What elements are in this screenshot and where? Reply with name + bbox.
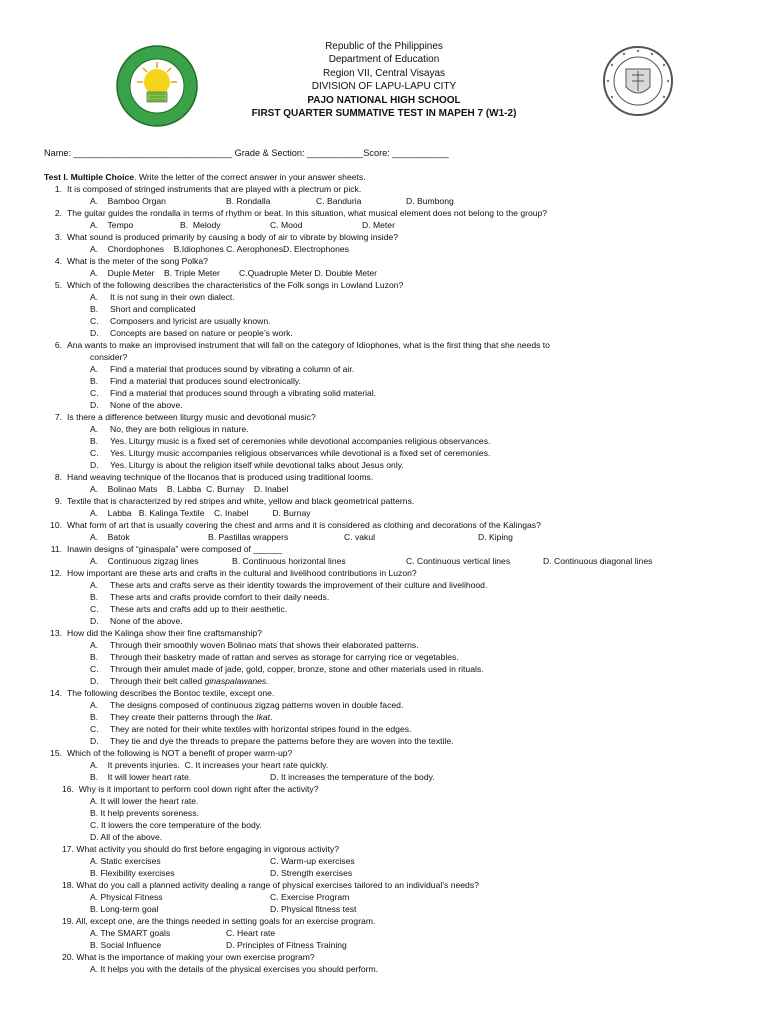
q12-option-b: B. These arts and crafts provide comfort to their daily needs. xyxy=(90,592,330,602)
q19-option-c: C. Heart rate xyxy=(226,928,276,938)
q10-option-c: C. vakul xyxy=(344,532,376,542)
q15-option-d: D. It increases the temperature of the body. xyxy=(270,772,435,782)
q2-option-a: A. Tempo xyxy=(90,220,134,230)
q1-option-a: A. Bamboo Organ xyxy=(90,196,166,206)
question-8: 8. Hand weaving technique of the Ilocanos that is produced using traditional looms. xyxy=(54,472,374,482)
q18-option-a: A. Physical Fitness xyxy=(90,892,163,902)
question-13: 13. How did the Kalinga show their fine craftsmanship? xyxy=(50,628,262,638)
q6-option-d: D. None of the above. xyxy=(90,400,183,410)
q1-option-c: C. Banduria xyxy=(316,196,362,206)
q11-option-b: B. Continuous horizontal lines xyxy=(232,556,346,566)
question-6: 6. Ana wants to make an improvised instrument that will fall on the category of Idiophones, what is the first thing that she needs to xyxy=(54,340,550,350)
header-republic: Republic of the Philippines xyxy=(325,41,443,52)
header-test-title: FIRST QUARTER SUMMATIVE TEST IN MAPEH 7 (W1-2) xyxy=(251,108,517,120)
q5-option-b: B. Short and complicated xyxy=(90,304,196,314)
question-19: 19. All, except one, are the things needed in setting goals for an exercise program. xyxy=(62,916,376,926)
q20-option-a: A. It helps you with the details of the physical exercises you should perform. xyxy=(90,964,379,974)
q3-options: A. Chordophones B.Idiophones C. AerophonesD. Electrophones xyxy=(90,244,349,254)
header-region: Region VII, Central Visayas xyxy=(322,67,446,79)
q10-option-b: B. Pastillas wrappers xyxy=(208,532,289,542)
q11-option-d: D. Continuous diagonal lines xyxy=(543,556,653,566)
q17-option-d: D. Strength exercises xyxy=(270,868,353,878)
test-instructions xyxy=(44,172,366,182)
q10-option-d: D. Kiping xyxy=(478,532,513,542)
q8-options: A. Bolinao Mats B. Labba C. Burnay D. Inabel xyxy=(90,484,289,494)
q11-option-a: A. Continuous zigzag lines xyxy=(90,556,199,566)
question-20: 20. What is the importance of making your own exercise program? xyxy=(62,952,315,962)
q16-option-a: A. It will lower the heart rate. xyxy=(90,796,199,806)
header-division: DIVISION OF LAPU-LAPU CITY xyxy=(311,81,457,93)
question-15: 15. Which of the following is NOT a benefit of proper warm-up? xyxy=(50,748,293,758)
q2-option-c: C. Mood xyxy=(270,220,303,230)
question-9: 9. Textile that is characterized by red stripes and white, yellow and black geometrical patterns. xyxy=(54,496,415,506)
q14-option-b: B. They create their patterns through the Ikat. xyxy=(90,712,273,722)
q15-option-b: B. It will lower heart rate. xyxy=(90,772,192,782)
q12-option-a: A. These arts and crafts serve as their identity towards the improvement of their culture and livelihood. xyxy=(90,580,488,590)
question-6-cont: consider? xyxy=(90,352,128,362)
question-14: 14. The following describes the Bontoc textile, except one. xyxy=(50,688,275,698)
test-instructions-text: . Write the letter of the correct answer in your answer sheets. xyxy=(134,172,366,182)
q6-option-c: C. Find a material that produces sound through a vibrating solid material. xyxy=(90,388,377,398)
q14-option-c: C. They are noted for their white textiles with horizontal stripes found in the edges. xyxy=(90,724,412,734)
q16-option-b: B. It help prevents soreness. xyxy=(90,808,199,818)
q11-option-c: C. Continuous vertical lines xyxy=(406,556,511,566)
q16-option-d: D. All of the above. xyxy=(90,832,163,842)
q9-options: A. Labba B. Kalinga Textile C. Inabel D. Burnay xyxy=(90,508,311,518)
q6-option-b: B. Find a material that produces sound electronically. xyxy=(90,376,301,386)
q17-option-b: B. Flexibility exercises xyxy=(90,868,175,878)
q12-option-d: D. None of the above. xyxy=(90,616,183,626)
q18-option-c: C. Exercise Program xyxy=(270,892,350,902)
header-school: PAJO NATIONAL HIGH SCHOOL xyxy=(307,94,461,106)
question-5: 5. Which of the following describes the characteristics of the Folk songs in Lowland Luzon? xyxy=(54,280,404,290)
document-header xyxy=(0,40,768,120)
question-17: 17. What activity you should do first before engaging in vigorous activity? xyxy=(62,844,340,854)
question-18: 18. What do you call a planned activity dealing a range of physical exercises tailored to an individual’s needs? xyxy=(62,880,479,890)
q1-option-d: D. Bumbong xyxy=(406,196,454,206)
q12-option-c: C. These arts and crafts add up to their aesthetic. xyxy=(90,604,288,614)
question-11: 11. Inawin designs of “ginaspala” were composed of ______ xyxy=(50,544,282,554)
question-4: 4. What is the meter of the song Polka? xyxy=(54,256,208,266)
q4-options: A. Duple Meter B. Triple Meter C.Quadruple Meter D. Double Meter xyxy=(90,268,378,278)
question-7: 7. Is there a difference between liturgy music and devotional music? xyxy=(54,412,316,422)
q7-option-c: C. Yes. Liturgy music accompanies religious observances while devotional is a fixed set of ceremonies. xyxy=(90,448,491,458)
q17-option-a: A. Static exercises xyxy=(90,856,161,866)
q14-option-a: A. The designs composed of continuous zigzag patterns woven in double faced. xyxy=(90,700,404,710)
q13-option-a: A. Through their smoothly woven Bolinao mats that shows their elaborated patterns. xyxy=(90,640,419,650)
q16-option-c: C. It lowers the core temperature of the body. xyxy=(90,820,262,830)
test-section-label: Test I. Multiple Choice xyxy=(44,172,135,182)
q7-option-d: D. Yes. Liturgy is about the religion itself while devotional talks about Jesus only. xyxy=(90,460,404,470)
q14-option-d: D. They tie and dye the threads to prepare the patterns before they are woven into the textile. xyxy=(90,736,454,746)
q13-option-d: D. Through their belt called ginaspalawanes. xyxy=(90,676,269,686)
q17-option-c: C. Warm-up exercises xyxy=(270,856,355,866)
question-1: 1. It is composed of stringed instruments that are played with a plectrum or pick. xyxy=(54,184,362,194)
q6-option-a: A. Find a material that produces sound by vibrating a column of air. xyxy=(90,364,355,374)
q2-option-d: D. Meter xyxy=(362,220,395,230)
question-2: 2. The guitar guides the rondalla in terms of rhythm or beat. In this situation, what musical element does not belong to the group? xyxy=(54,208,548,218)
q19-option-a: A. The SMART goals xyxy=(90,928,171,938)
q13-option-b: B. Through their basketry made of rattan and serves as storage for carrying rice or vegetables. xyxy=(90,652,459,662)
question-10: 10. What form of art that is usually covering the chest and arms and it is considered as clothing and decorations of the Kalingas? xyxy=(50,520,541,530)
q19-option-d: D. Principles of Fitness Training xyxy=(226,940,347,950)
q2-option-b: B. Melody xyxy=(180,220,221,230)
q19-option-b: B. Social Influence xyxy=(90,940,162,950)
question-12: 12. How important are these arts and crafts in the cultural and livelihood contributions in Luzon? xyxy=(50,568,417,578)
q7-option-b: B. Yes. Liturgy music is a fixed set of ceremonies while devotional accompanies religious observances. xyxy=(90,436,491,446)
question-3: 3. What sound is produced primarily by causing a body of air to vibrate by blowing inside? xyxy=(54,232,399,242)
name-grade-score-row: Name: _______________________________ Grade & Section: ___________Score: ___________ xyxy=(44,148,449,158)
q15-options-ac: A. It prevents injuries. C. It increases your heart rate quickly. xyxy=(90,760,329,770)
q5-option-d: D. Concepts are based on nature or people’s work. xyxy=(90,328,293,338)
question-16: 16. Why is it important to perform cool down right after the activity? xyxy=(62,784,319,794)
q18-option-d: D. Physical fitness test xyxy=(270,904,357,914)
q7-option-a: A. No, they are both religious in nature. xyxy=(90,424,249,434)
q1-option-b: B. Rondalla xyxy=(226,196,271,206)
q5-option-a: A. It is not sung in their own dialect. xyxy=(90,292,235,302)
q13-option-c: C. Through their amulet made of jade, gold, copper, bronze, stone and other materials used in rituals. xyxy=(90,664,484,674)
q18-option-b: B. Long-term goal xyxy=(90,904,159,914)
header-department: Department of Education xyxy=(328,54,440,66)
q5-option-c: C. Composers and lyricist are usually known. xyxy=(90,316,271,326)
q10-option-a: A. Batok xyxy=(90,532,130,542)
